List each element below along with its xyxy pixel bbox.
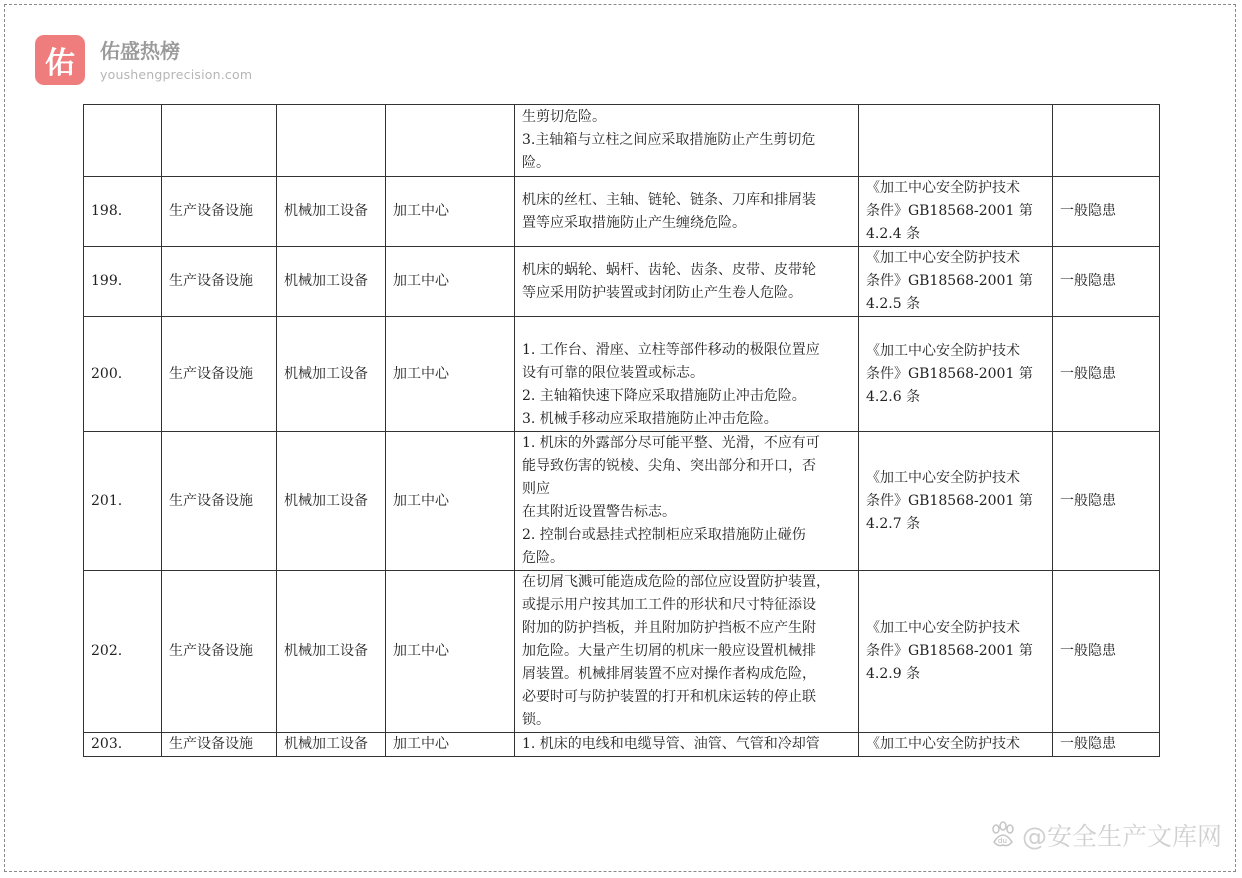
row-level: 一般隐患 [1053,177,1160,247]
row-item: 加工中心 [386,317,515,432]
row-number: 198. [84,177,162,247]
row-category: 生产设备设施 [162,247,277,317]
brand-name: 佑盛热榜 [100,38,180,63]
table-row [84,177,1160,247]
row-content: 1. 机床的外露部分尽可能平整、光滑，不应有可 能导致伤害的锐棱、尖角、突出部分和开口，否 则应 在其附近设置警告标志。 2. 控制台或悬挂式控制柜应采取措施防止碰伤 危险。 [515,432,859,571]
hazard-table [83,104,1160,757]
row-equipment: 机械加工设备 [277,317,386,432]
row-basis: 《加工中心安全防护技术 [859,733,1053,757]
watermark [988,817,1222,853]
row-item: 加工中心 [386,432,515,571]
row-category [162,105,277,177]
row-basis: 《加工中心安全防护技术 条件》GB18568-2001 第 4.2.5 条 [859,247,1053,317]
row-category: 生产设备设施 [162,432,277,571]
row-number: 202. [84,571,162,733]
row-category: 生产设备设施 [162,317,277,432]
row-content: 在切屑飞溅可能造成危险的部位应设置防护装置， 或提示用户按其加工工件的形状和尺寸特征添设 附加的防护挡板，并且附加防护挡板不应产生附 加危险。大量产生切屑的机床一般应设置机械排 屑装置。机械排屑装置不应对操作者构成危险， 必要时可与防护装置的打开和机床运转的停止联 锁。 [515,571,859,733]
row-equipment: 机械加工设备 [277,177,386,247]
paw-icon [988,820,1018,850]
row-basis: 《加工中心安全防护技术 条件》GB18568-2001 第 4.2.4 条 [859,177,1053,247]
row-number [84,105,162,177]
watermark-text: @安全生产文库网 [1021,822,1222,851]
table-row [84,432,1160,571]
row-item: 加工中心 [386,177,515,247]
row-item: 加工中心 [386,733,515,757]
row-equipment: 机械加工设备 [277,247,386,317]
row-basis: 《加工中心安全防护技术 条件》GB18568-2001 第 4.2.7 条 [859,432,1053,571]
row-content: 机床的蜗轮、蜗杆、齿轮、齿条、皮带、皮带轮 等应采用防护装置或封闭防止产生卷人危险。 [515,247,859,317]
row-basis [859,105,1053,177]
row-equipment [277,105,386,177]
brand-logo[interactable] [35,35,252,85]
row-level: 一般隐患 [1053,247,1160,317]
row-category: 生产设备设施 [162,177,277,247]
row-number: 199. [84,247,162,317]
row-equipment: 机械加工设备 [277,432,386,571]
brand-badge-icon: 佑 [35,35,85,85]
row-equipment: 机械加工设备 [277,571,386,733]
row-equipment: 机械加工设备 [277,733,386,757]
row-number: 203. [84,733,162,757]
row-item: 加工中心 [386,571,515,733]
row-content: 1. 工作台、滑座、立柱等部件移动的极限位置应 设有可靠的限位装置或标志。 2. 主轴箱快速下降应采取措施防止冲击危险。 3. 机械手移动应采取措施防止冲击危险。 [515,317,859,432]
paw-icon-label: du [997,837,1007,845]
row-level: 一般隐患 [1053,733,1160,757]
brand-text [100,39,252,82]
row-level: 一般隐患 [1053,317,1160,432]
row-level: 一般隐患 [1053,571,1160,733]
table-row [84,317,1160,432]
row-number: 201. [84,432,162,571]
row-category: 生产设备设施 [162,733,277,757]
row-item [386,105,515,177]
table-row [84,571,1160,733]
row-level [1053,105,1160,177]
row-category: 生产设备设施 [162,571,277,733]
table-row [84,105,1160,177]
row-basis: 《加工中心安全防护技术 条件》GB18568-2001 第 4.2.9 条 [859,571,1053,733]
row-content: 机床的丝杠、主轴、链轮、链条、刀库和排屑装 置等应采取措施防止产生缠绕危险。 [515,177,859,247]
table-row [84,247,1160,317]
row-number: 200. [84,317,162,432]
row-item: 加工中心 [386,247,515,317]
row-basis: 《加工中心安全防护技术 条件》GB18568-2001 第 4.2.6 条 [859,317,1053,432]
table-row [84,733,1160,757]
brand-url: youshengprecision.com [100,66,253,82]
row-level: 一般隐患 [1053,432,1160,571]
row-content: 1. 机床的电线和电缆导管、油管、气管和冷却管 [515,733,859,757]
row-content: 生剪切危险。 3.主轴箱与立柱之间应采取措施防止产生剪切危 险。 [515,105,859,177]
